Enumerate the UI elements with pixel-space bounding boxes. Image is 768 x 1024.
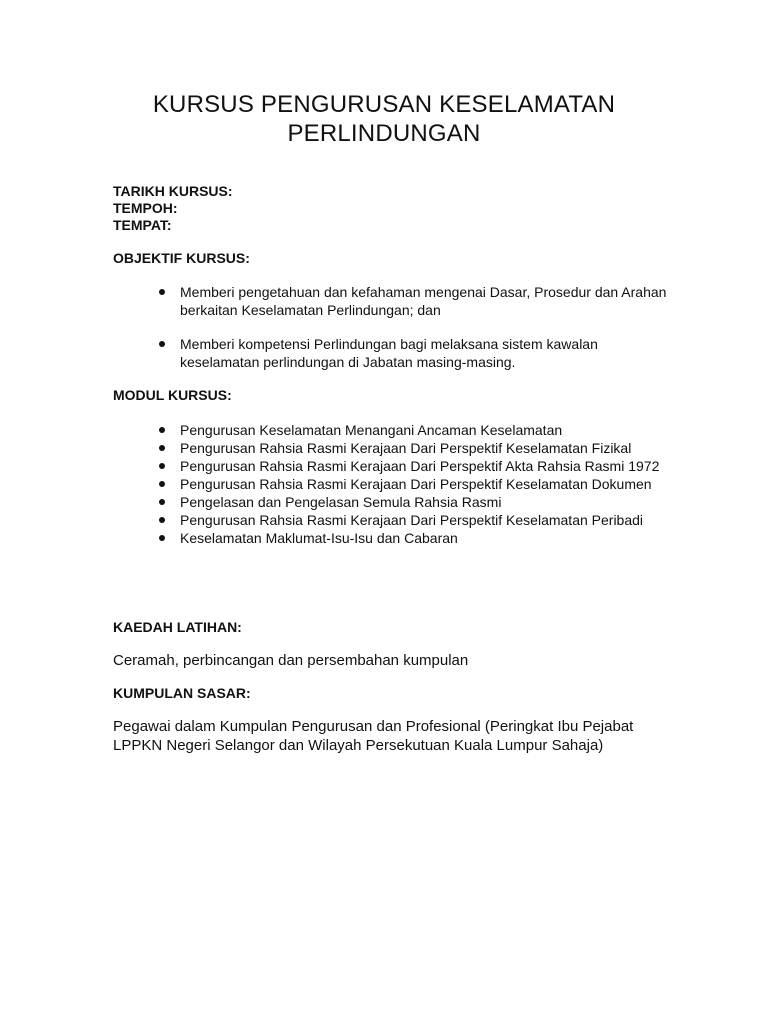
- list-item: Pengurusan Keselamatan Menangani Ancaman Keselamatan: [158, 421, 670, 439]
- title-line-1: KURSUS PENGURUSAN KESELAMATAN: [152, 91, 616, 118]
- sasar-heading: KUMPULAN SASAR:: [113, 685, 251, 701]
- list-item: Pengurusan Rahsia Rasmi Kerajaan Dari Perspektif Keselamatan Peribadi: [158, 511, 670, 529]
- modul-list: [158, 421, 670, 547]
- list-item: Keselamatan Maklumat-Isu-Isu dan Cabaran: [158, 529, 670, 547]
- list-item: Pengurusan Rahsia Rasmi Kerajaan Dari Perspektif Keselamatan Dokumen: [158, 475, 670, 493]
- kaedah-text: Ceramah, perbincangan dan persembahan kumpulan: [113, 652, 469, 669]
- objektif-heading: OBJEKTIF KURSUS:: [113, 250, 250, 266]
- kaedah-heading: KAEDAH LATIHAN:: [113, 619, 242, 635]
- objektif-list: [158, 283, 670, 319]
- field-tempoh-label: TEMPOH:: [113, 200, 178, 216]
- title-line-2: PERLINDUNGAN: [287, 120, 481, 147]
- objektif-list-2: [158, 335, 670, 371]
- list-item: Memberi kompetensi Perlindungan bagi melaksana sistem kawalan keselamatan perlindungan di Jabatan masing-masing.: [158, 335, 670, 371]
- course-fields: [113, 183, 233, 234]
- sasar-text: Pegawai dalam Kumpulan Pengurusan dan Profesional (Peringkat Ibu Pejabat LPPKN Negeri Selangor dan Wilayah Persekutuan Kuala Lumpur Sahaja): [113, 718, 634, 754]
- field-tempat-label: TEMPAT:: [113, 217, 172, 233]
- modul-heading: MODUL KURSUS:: [113, 387, 232, 403]
- document-title: [0, 90, 768, 148]
- list-item: Pengurusan Rahsia Rasmi Kerajaan Dari Perspektif Akta Rahsia Rasmi 1972: [158, 457, 670, 475]
- list-item: Pengelasan dan Pengelasan Semula Rahsia Rasmi: [158, 493, 670, 511]
- list-item: Pengurusan Rahsia Rasmi Kerajaan Dari Perspektif Keselamatan Fizikal: [158, 439, 670, 457]
- list-item: Memberi pengetahuan dan kefahaman mengenai Dasar, Prosedur dan Arahan berkaitan Keselamatan Perlindungan; dan: [158, 283, 670, 319]
- field-tarikh-label: TARIKH KURSUS:: [113, 183, 233, 199]
